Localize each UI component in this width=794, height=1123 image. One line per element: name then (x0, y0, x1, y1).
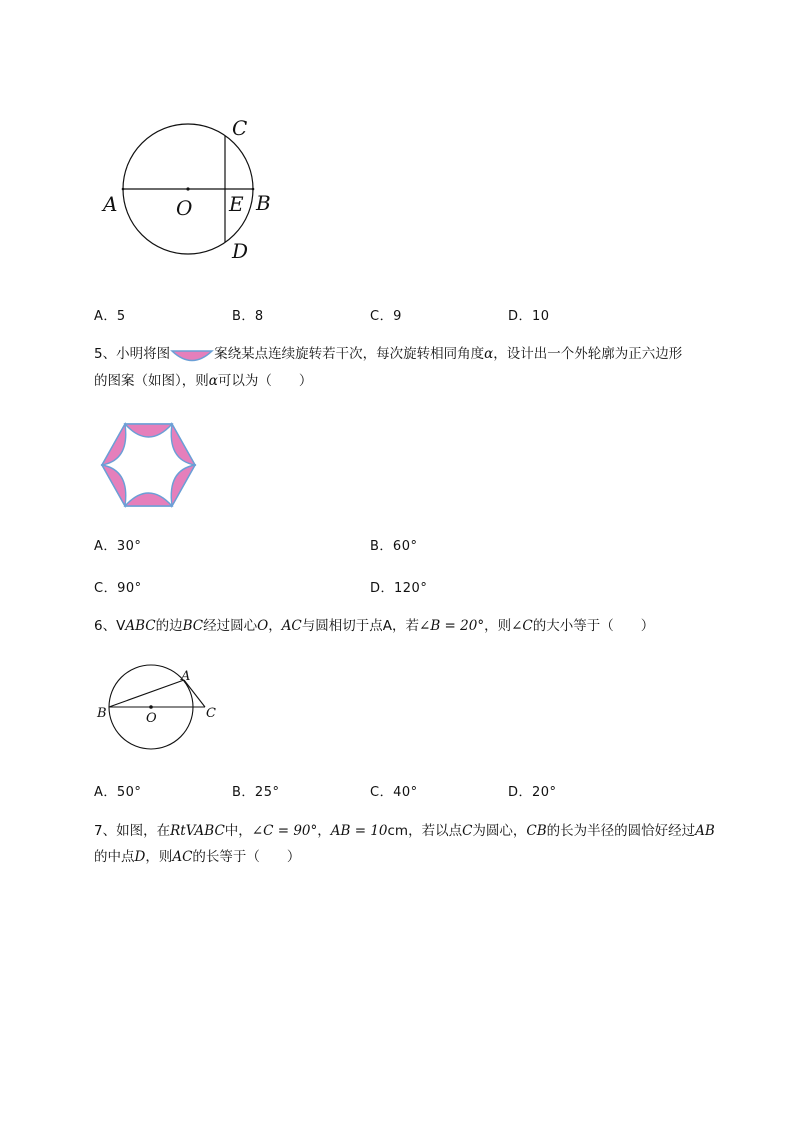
q6-abc: ABC (125, 618, 156, 634)
q7-text-i: 的长等于（ ） (192, 849, 301, 865)
q5-alpha-2: α (208, 373, 218, 389)
q5-alpha: α (484, 346, 494, 362)
q7-angle-c: ∠C = 90° (251, 823, 318, 839)
q4-point-b (252, 188, 255, 191)
q6-option-c[interactable]: C．40° (370, 785, 418, 800)
q5-option-d[interactable]: D．120° (370, 581, 428, 596)
q5-text-1a: 5、小明将图 (94, 346, 171, 362)
q5-inline-shape (170, 347, 214, 361)
q4-label-a: A (103, 192, 118, 216)
q5-hexagon-figure (100, 420, 200, 510)
q6-text-f: ，则 (484, 618, 512, 634)
q4-label-c: C (232, 116, 248, 140)
q6-center-point (149, 705, 153, 709)
q6-segment-ba (109, 680, 184, 707)
q4-option-d[interactable]: D．10 (508, 309, 550, 324)
q4-point-a (122, 188, 125, 191)
q5-stem-line-2 (94, 370, 312, 392)
q6-text-d: ， (268, 618, 282, 634)
q6-label-a: A (181, 669, 191, 684)
q7-text-e: 为圆心， (472, 823, 527, 839)
q7-stem-line-1 (94, 820, 715, 842)
q5-text-2a: 的图案（如图），则 (94, 373, 209, 389)
q7-c: C (462, 823, 473, 839)
q6-option-b[interactable]: B．25° (232, 785, 280, 800)
q5-text-2b: 可以为（ ） (217, 373, 313, 389)
q7-text-g: 的中点 (94, 849, 135, 865)
q5-option-b[interactable]: B．60° (370, 539, 418, 554)
q6-angle-b: ∠B = 20° (419, 618, 485, 634)
q7-text-h: ，则 (145, 849, 173, 865)
q7-d: D (134, 849, 146, 865)
q6-label-o: O (146, 711, 157, 726)
q5-stem-line-1 (94, 343, 682, 365)
q6-option-a[interactable]: A．50° (94, 785, 142, 800)
q6-ac: AC (281, 618, 302, 634)
q6-option-d[interactable]: D．20° (508, 785, 557, 800)
q6-text-c: 经过圆心 (203, 618, 258, 634)
q7-text-c: ， (317, 823, 331, 839)
q4-option-b[interactable]: B．8 (232, 309, 264, 324)
q6-label-b: B (97, 706, 107, 721)
q6-segment-ac (184, 680, 205, 707)
q5-text-1b: 案绕某点连续旋转若干次，每次旋转相同角度 (214, 346, 485, 362)
q6-stem (94, 615, 654, 637)
q7-cm: cm (387, 823, 409, 839)
q6-bc: BC (182, 618, 204, 634)
q5-text-1c: ，设计出一个外轮廓为正六边形 (493, 346, 683, 362)
q6-text-g: 的大小等于（ ） (532, 618, 655, 634)
q6-text-b: 的边 (155, 618, 183, 634)
q6-angle-c: ∠C (511, 618, 533, 634)
q7-text-b: 中， (224, 823, 252, 839)
q7-vabc: VABC (185, 823, 225, 839)
q4-center-point (186, 187, 189, 190)
q6-o: O (257, 618, 269, 634)
q4-option-a[interactable]: A．5 (94, 309, 126, 324)
q7-stem-line-2 (94, 846, 300, 868)
q6-text-e: 与圆相切于点A，若 (301, 618, 420, 634)
q4-label-e: E (229, 192, 244, 216)
q5-option-c[interactable]: C．90° (94, 581, 142, 596)
q6-v: V (116, 618, 126, 634)
q7-ac: AC (172, 849, 193, 865)
q4-option-c[interactable]: C．9 (370, 309, 402, 324)
q7-cb: CB (526, 823, 547, 839)
q7-text-a: 7、如图，在 (94, 823, 171, 839)
q7-rt: Rt (170, 823, 186, 839)
q7-text-f: 的长为半径的圆恰好经过 (546, 823, 696, 839)
q4-label-d: D (232, 239, 249, 263)
q6-text-a: 6、 (94, 618, 117, 634)
q4-label-o: O (176, 196, 193, 220)
q4-label-b: B (256, 191, 271, 215)
q5-option-a[interactable]: A．30° (94, 539, 142, 554)
q7-ab-eq: AB = 10 (330, 823, 388, 839)
q7-text-d: ，若以点 (408, 823, 463, 839)
q6-label-c: C (206, 706, 216, 721)
q7-ab: AB (695, 823, 715, 839)
